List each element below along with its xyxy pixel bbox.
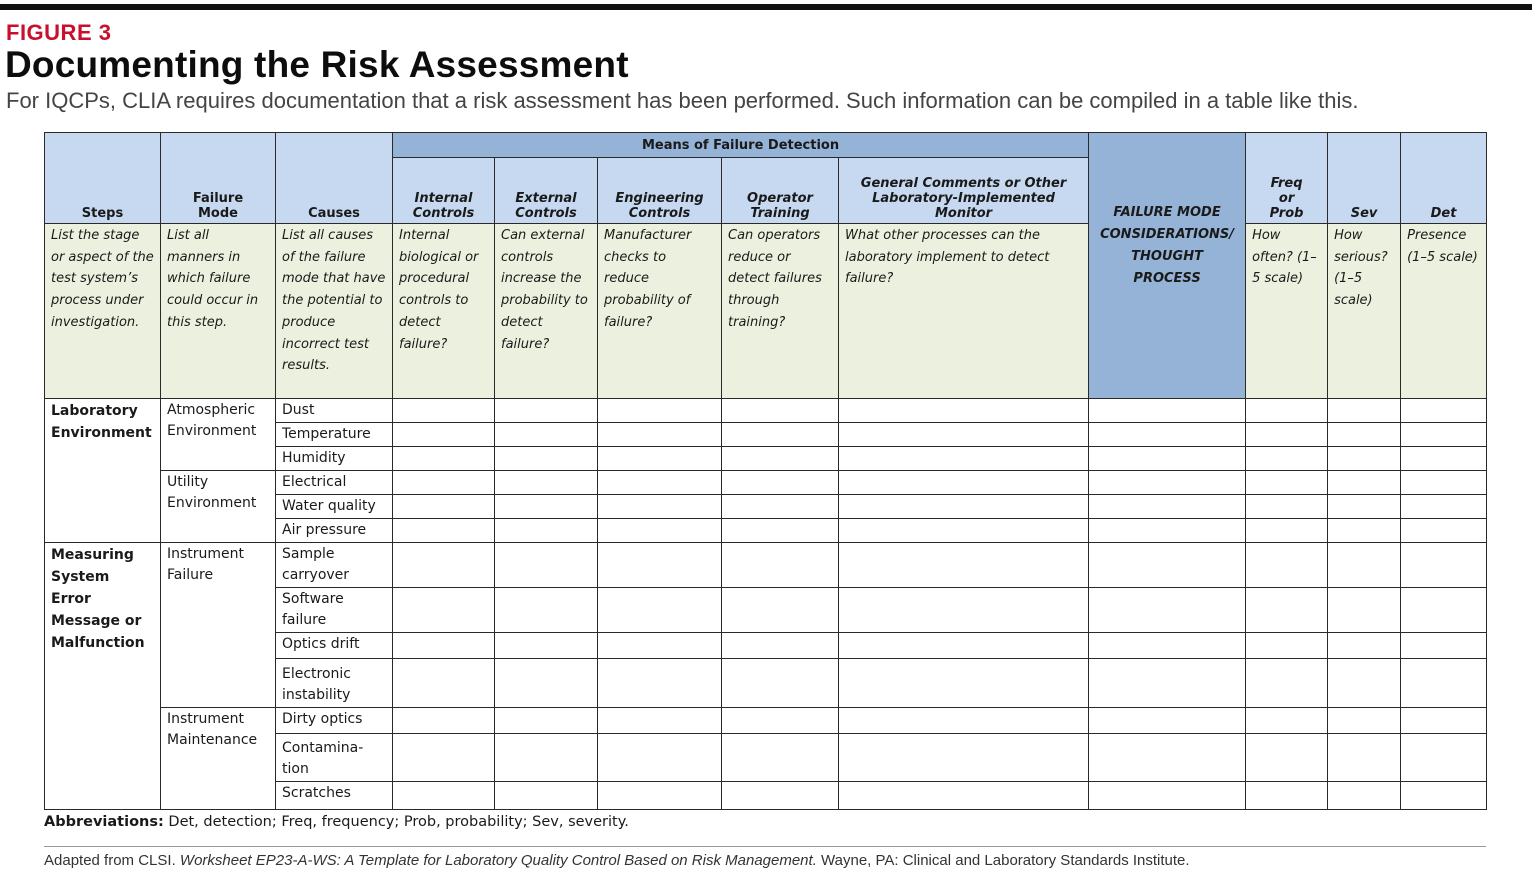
desc-freq: How often? (1–5 scale) xyxy=(1246,224,1328,399)
desc-failure-mode: List all manners in which failure could occur in this step. xyxy=(161,224,276,399)
cause-electrical: Electrical xyxy=(276,471,393,495)
desc-steps: List the stage or aspect of the test system’s process under investigation. xyxy=(45,224,161,399)
failure-mode-instrument-maintenance: Instrument Maintenance xyxy=(161,708,276,810)
header-failure-mode: Failure Mode xyxy=(161,133,276,224)
source-suffix: Wayne, PA: Clinical and Laboratory Standards Institute. xyxy=(816,852,1190,869)
desc-general-comments: What other processes can the laboratory implement to detect failure? xyxy=(839,224,1089,399)
source-prefix: Adapted from CLSI. xyxy=(44,852,180,869)
table-row xyxy=(45,471,1487,495)
failure-mode-atmospheric-environment: Atmospheric Environment xyxy=(161,399,276,471)
failure-mode-utility-environment: Utility Environment xyxy=(161,471,276,543)
figure-title: Documenting the Risk Assessment xyxy=(5,44,629,85)
header-internal-controls: Internal Controls xyxy=(393,158,495,224)
header-means-of-failure-detection: Means of Failure Detection xyxy=(393,133,1089,158)
header-row-1 xyxy=(45,133,1487,158)
header-steps: Steps xyxy=(45,133,161,224)
desc-internal-controls: Internal biological or procedural controls to detect failure? xyxy=(393,224,495,399)
cause-software-failure: Software failure xyxy=(276,588,393,633)
footer-divider xyxy=(44,846,1486,847)
header-sev: Sev xyxy=(1328,133,1401,224)
cause-optics-drift: Optics drift xyxy=(276,633,393,659)
table-row xyxy=(45,708,1487,734)
abbreviations-label: Abbreviations: xyxy=(44,814,164,830)
cause-dirty-optics: Dirty optics xyxy=(276,708,393,734)
cause-humidity: Humidity xyxy=(276,447,393,471)
cause-water-quality: Water quality xyxy=(276,495,393,519)
header-general-comments: General Comments or Other Laboratory-Implemented Monitor xyxy=(839,158,1089,224)
header-engineering-controls: Engineering Controls xyxy=(598,158,722,224)
top-rule xyxy=(0,4,1532,10)
step-measuring-system-error: Measuring System Error Message or Malfunction xyxy=(45,543,161,810)
cause-electronic-instability: Electronic instability xyxy=(276,659,393,708)
header-freq: Freq or Prob xyxy=(1246,133,1328,224)
desc-external-controls: Can external controls increase the probability to detect failure? xyxy=(495,224,598,399)
risk-assessment-table-wrapper xyxy=(44,132,1486,810)
header-operator-training: Operator Training xyxy=(722,158,839,224)
source-citation xyxy=(44,852,1190,869)
abbreviations-note xyxy=(44,814,629,830)
header-external-controls: External Controls xyxy=(495,158,598,224)
table-row xyxy=(45,543,1487,588)
desc-sev: How serious? (1–5 scale) xyxy=(1328,224,1401,399)
desc-causes: List all causes of the failure mode that have the potential to produce incorrect test results. xyxy=(276,224,393,399)
desc-operator-training: Can operators reduce or detect failures through training? xyxy=(722,224,839,399)
cause-sample-carryover: Sample carryover xyxy=(276,543,393,588)
header-causes: Causes xyxy=(276,133,393,224)
cause-air-pressure: Air pressure xyxy=(276,519,393,543)
cause-contamination: Contamina-tion xyxy=(276,734,393,782)
abbreviations-text: Det, detection; Freq, frequency; Prob, probability; Sev, severity. xyxy=(163,814,629,830)
cause-temperature: Temperature xyxy=(276,423,393,447)
table-row xyxy=(45,399,1487,423)
cause-scratches: Scratches xyxy=(276,782,393,810)
desc-det: Presence (1–5 scale) xyxy=(1401,224,1487,399)
figure-label: FIGURE 3 xyxy=(6,20,112,45)
header-det: Det xyxy=(1401,133,1487,224)
step-laboratory-environment: Laboratory Environment xyxy=(45,399,161,543)
source-title: Worksheet EP23-A-WS: A Template for Laboratory Quality Control Based on Risk Management. xyxy=(179,852,817,869)
header-failure-mode-considerations: FAILURE MODE CONSIDERATIONS/ THOUGHT PROCESS xyxy=(1089,133,1246,399)
description-row xyxy=(45,224,1487,399)
cause-dust: Dust xyxy=(276,399,393,423)
risk-assessment-table xyxy=(44,132,1487,810)
failure-mode-instrument-failure: Instrument Failure xyxy=(161,543,276,708)
figure-subtitle: For IQCPs, CLIA requires documentation that a risk assessment has been performed. Such information can be compiled in a table like this. xyxy=(6,88,1359,113)
desc-engineering-controls: Manufacturer checks to reduce probability of failure? xyxy=(598,224,722,399)
